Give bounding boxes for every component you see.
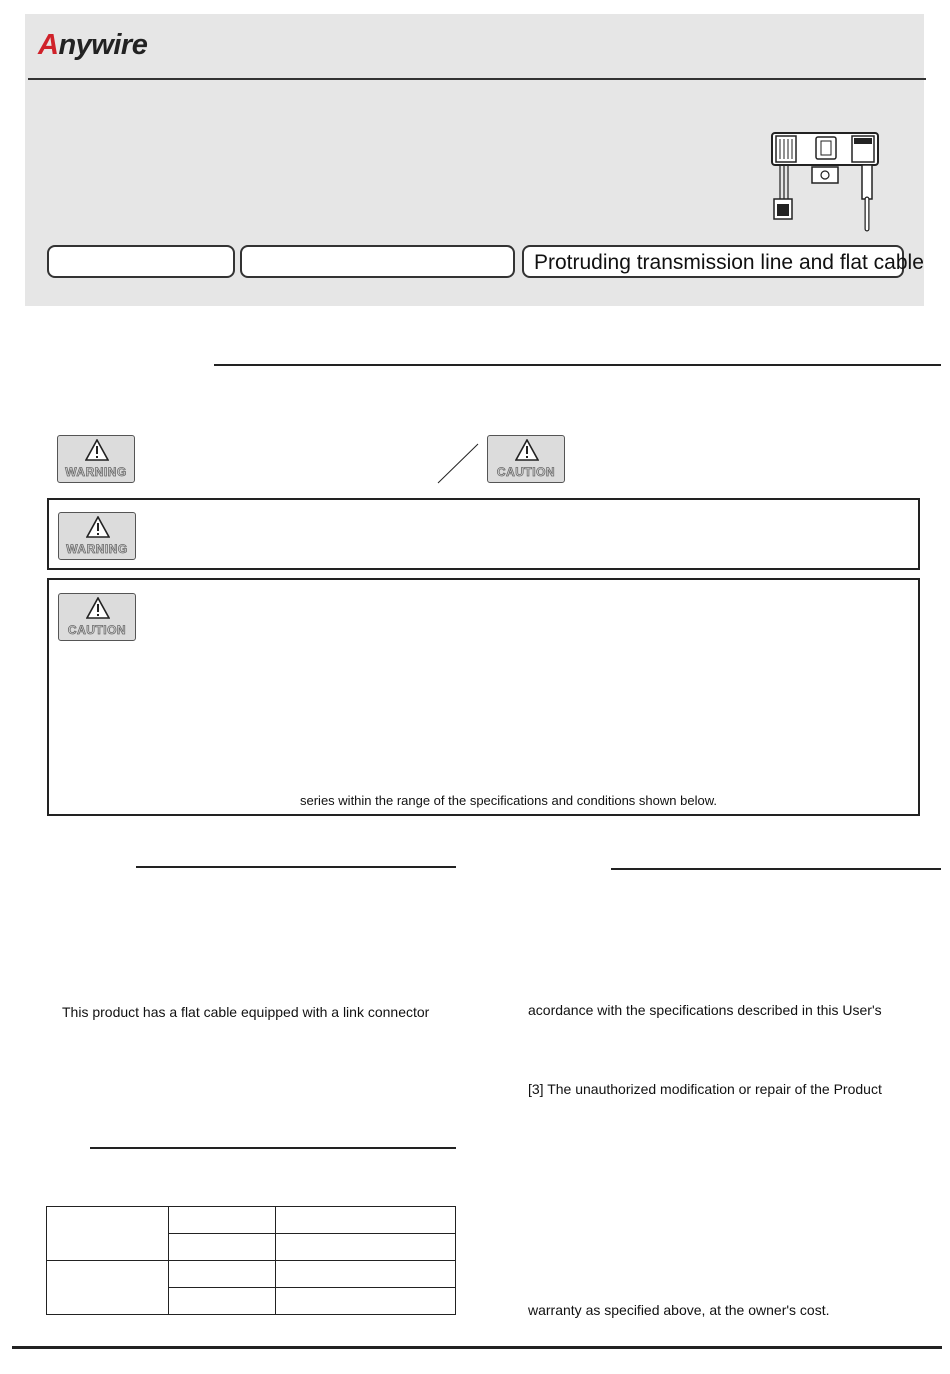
anywire-logo: [38, 28, 147, 62]
warning-badge-label: WARNING: [65, 465, 127, 479]
device-illustration: [766, 127, 884, 235]
caution-badge: [58, 593, 136, 641]
warning-badge-label: WARNING: [66, 542, 128, 556]
table-cell: [169, 1207, 276, 1234]
category-pill-3: [522, 245, 924, 278]
slash-divider: [436, 443, 480, 485]
warning-badge: [57, 435, 135, 483]
section-rule-safety: [214, 364, 941, 366]
spec-table: [46, 1206, 456, 1315]
warning-badge: [58, 512, 136, 560]
warning-triangle-icon: [515, 439, 539, 461]
warranty-text-line: acordance with the specifications described in this User's: [528, 1002, 882, 1018]
section-rule-right: [611, 868, 941, 870]
table-cell: [276, 1261, 456, 1288]
warranty-text-line: warranty as specified above, at the owner's cost.: [528, 1302, 830, 1318]
logo-text: nywire: [58, 29, 148, 61]
table-cell: [169, 1261, 276, 1288]
caution-badge: [487, 435, 565, 483]
warranty-text-line: [3] The unauthorized modification or repair of the Product: [528, 1081, 882, 1097]
footer-rule: [12, 1346, 942, 1349]
caution-badge-label: CAUTION: [496, 465, 556, 479]
table-cell: [276, 1207, 456, 1234]
logo-accent-letter: A: [38, 29, 59, 61]
table-cell: [47, 1207, 169, 1261]
table-cell: [47, 1261, 169, 1315]
table-cell: [276, 1234, 456, 1261]
category-pill-2: [240, 245, 515, 278]
warning-triangle-icon: [86, 597, 110, 619]
caution-box: [47, 578, 920, 816]
product-description: This product has a flat cable equipped with a link connector: [62, 1004, 430, 1020]
warning-box: [47, 498, 920, 570]
warning-triangle-icon: [86, 516, 110, 538]
table-row: [47, 1261, 456, 1288]
caution-box-text: series within the range of the specifications and conditions shown below.: [300, 793, 717, 808]
table-row: [47, 1207, 456, 1234]
table-cell: [276, 1288, 456, 1315]
table-cell: [169, 1288, 276, 1315]
caution-badge-label: CAUTION: [67, 623, 127, 637]
section-rule-left: [136, 866, 456, 868]
warning-triangle-icon: [85, 439, 109, 461]
header-divider: [28, 78, 926, 80]
table-cell: [169, 1234, 276, 1261]
pill-3-text: Protruding transmission line and flat cable: [534, 251, 924, 274]
category-pill-1: [47, 245, 235, 278]
section-rule-specs: [90, 1147, 456, 1149]
